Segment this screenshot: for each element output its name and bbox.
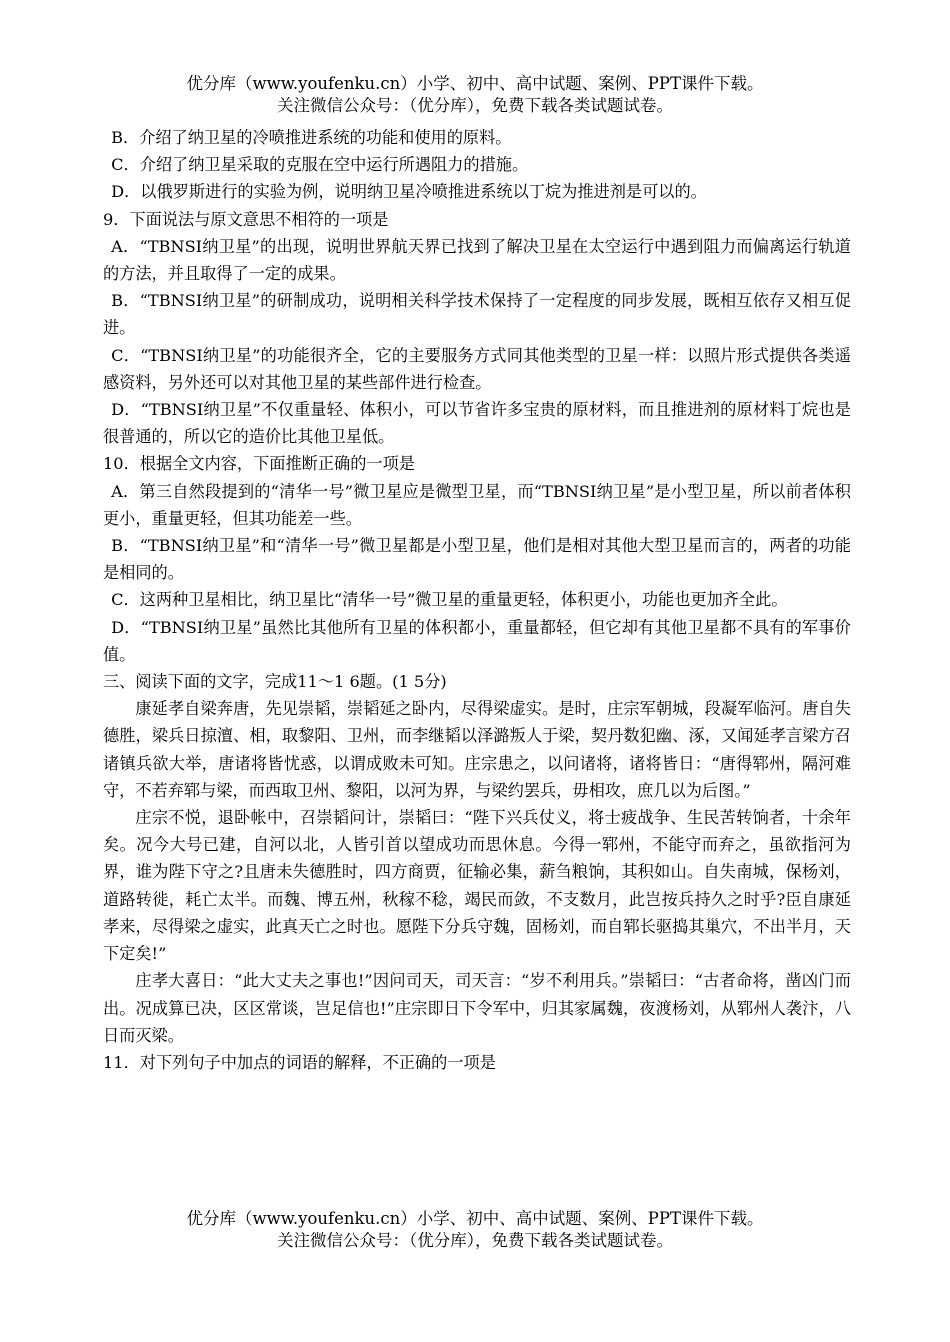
document-body <box>103 124 851 1076</box>
q10-option-c: C．这两种卫星相比，纳卫星比“清华一号”微卫星的重量更轻，体积更小，功能也更加齐全此。 <box>111 590 788 610</box>
q9-option-a: A．“TBNSI纳卫星”的出现，说明世界航天界已找到了解决卫星在太空运行中遇到阻力而偏离运行轨道的方法，并且取得了一定的成果。 <box>103 236 851 284</box>
footer-line-2: 关注微信公众号：（优分库），免费下载各类试题试卷。 <box>277 1231 673 1250</box>
q9-stem: 9．下面说法与原文意思不相符的一项是 <box>103 209 389 229</box>
passage-paragraph-1: 康延孝自梁奔唐，先见崇韬，崇韬延之卧内，尽得梁虚实。是时，庄宗军朝城，段凝军临河。唐自失德胜，梁兵日掠澶、相，取黎阳、卫州，而李继韬以泽潞叛人于梁，契丹数犯幽、涿，又闻延孝言梁方召诸镇兵欲大举，唐诸将皆忧惑，以谓成败未可知。庄宗患之，以问诸将，诸将皆日：“唐得郓州，隔河难守，不若弃郓与梁，而西取卫州、黎阳，以河为界，与梁约罢兵，毋相攻，庶几以为后图。” <box>103 699 851 800</box>
q10-stem: 10．根据全文内容，下面推断正确的一项是 <box>103 454 415 474</box>
passage-paragraph-2: 庄宗不悦，退卧帐中，召崇韬问计，崇韬曰：“陛下兴兵仗义，将士疲战争、生民苦转饷者，十余年矣。况今大号已建，自河以北，人皆引首以望成功而思休息。今得一郓州，不能守而弃之，虽欲指河为界，谁为陛下守之?且唐未失德胜时，四方商贾，征输必集，薪刍粮饷，其积如山。自失南城，保杨刘，道路转徙，耗亡太半。而魏、博五州，秋稼不稔，竭民而敛，不支数月，此岂按兵持久之时乎?臣自康延孝来，尽得梁之虚实，此真天亡之时也。愿陛下分兵守魏，固杨刘，而自郓长驱捣其巢穴，不出半月，天下定矣!” <box>103 808 851 964</box>
q11-stem: 11．对下列句子中加点的词语的解释，不正确的一项是 <box>103 1052 496 1072</box>
header-line-1: 优分库（www.youfenku.cn）小学、初中、高中试题、案例、PPT课件下载。 <box>186 74 764 93</box>
q10-option-d: D．“TBNSI纳卫星”虽然比其他所有卫星的体积都小，重量都轻，但它却有其他卫星都不具有的军事价值。 <box>103 617 851 664</box>
q9-option-c: C．“TBNSI纳卫星”的功能很齐全，它的主要服务方式同其他类型的卫星一样：以照片形式提供各类遥感资料，另外还可以对其他卫星的某些部件进行检查。 <box>103 345 851 392</box>
q10-option-a: A．第三自然段提到的“清华一号”微卫星应是微型卫星，而“TBNSI纳卫星”是小型卫星，所以前者体积更小，重量更轻，但其功能差一些。 <box>103 481 851 528</box>
header-line-2: 关注微信公众号：（优分库），免费下载各类试题试卷。 <box>277 96 673 115</box>
q10-option-b: B．“TBNSI纳卫星”和“清华一号”微卫星都是小型卫星，他们是相对其他大型卫星而言的，两者的功能是相同的。 <box>103 536 851 583</box>
q9-option-d: D．“TBNSI纳卫星”不仅重量轻、体积小，可以节省许多宝贵的原材料，而且推进剂的原材料丁烷也是很普通的，所以它的造价比其他卫星低。 <box>103 400 851 447</box>
page-footer <box>0 1208 950 1252</box>
q9-option-b: B．“TBNSI纳卫星”的研制成功，说明相关科学技术保持了一定程度的同步发展，既相互依存又相互促进。 <box>103 291 851 338</box>
q8-option-d: D．以俄罗斯进行的实验为例，说明纳卫星冷喷推进系统以丁烷为推进剂是可以的。 <box>111 182 707 202</box>
passage-paragraph-3: 庄孝大喜日：“此大丈夫之事也!”因问司天，司天言：“岁不利用兵。”崇韬曰：“古者命将，凿凶门而出。况成算已决，区区常谈，岂足信也!”庄宗即日下令军中，归其家属魏，夜渡杨刘，从郓州人袭汴，八日而灭梁。 <box>103 971 851 1045</box>
q8-option-c: C．介绍了纳卫星采取的克服在空中运行所遇阻力的措施。 <box>111 155 529 175</box>
q8-option-b: B．介绍了纳卫星的冷喷推进系统的功能和使用的原料。 <box>111 128 512 147</box>
section-3-heading: 三、阅读下面的文字，完成11～1 6题。(1 5分) <box>103 672 447 692</box>
page-header <box>0 73 950 117</box>
footer-line-1: 优分库（www.youfenku.cn）小学、初中、高中试题、案例、PPT课件下载。 <box>186 1209 764 1228</box>
